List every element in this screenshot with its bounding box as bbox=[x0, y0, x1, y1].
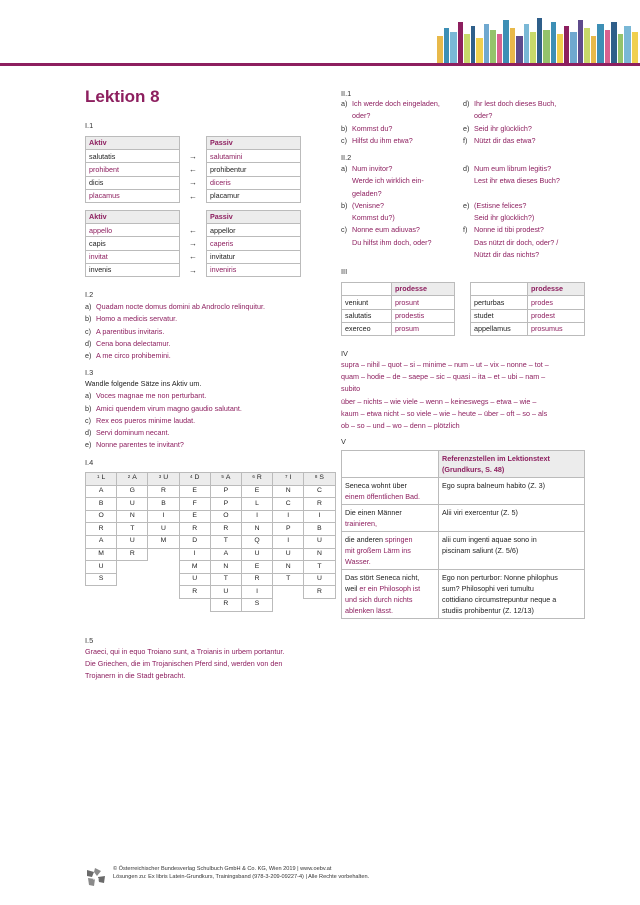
v-german-cell: Seneca wohnt über einem öffentlichen Bad. bbox=[342, 478, 439, 505]
table-cell: prosunt bbox=[392, 296, 455, 309]
table-cell: appellamus bbox=[471, 322, 528, 335]
table-header: Referenzstellen im Lektionstext (Grundkurs, S. 48) bbox=[439, 451, 585, 478]
table-cell: perturbas bbox=[471, 296, 528, 309]
grid-cell: T bbox=[117, 523, 148, 536]
table-cell: studet bbox=[471, 309, 528, 322]
grid-cell: U bbox=[117, 535, 148, 548]
iii-table-2 bbox=[470, 282, 585, 336]
grid-cell bbox=[117, 586, 148, 599]
table-row bbox=[342, 478, 585, 505]
table-cell: diceris bbox=[207, 176, 301, 189]
i1-arrows-2 bbox=[186, 224, 200, 277]
table-header: prodesse bbox=[528, 283, 585, 296]
table-cell: inveniris bbox=[207, 263, 301, 276]
table-cell: appello bbox=[86, 224, 180, 237]
grid-cell bbox=[148, 548, 179, 561]
grid-header-cell: $^2$ A bbox=[117, 473, 148, 486]
table-cell: prosum bbox=[392, 322, 455, 335]
i1-table-passiv-2 bbox=[206, 210, 301, 277]
grid-cell bbox=[273, 598, 304, 611]
table-row bbox=[342, 570, 585, 619]
table-cell: salutamini bbox=[207, 150, 301, 163]
table-cell: invenis bbox=[86, 263, 180, 276]
grid-cell: O bbox=[210, 510, 241, 523]
grid-cell: E bbox=[241, 561, 272, 574]
v-german-cell: die anderen springen mit großem Lärm ins Wasser. bbox=[342, 532, 439, 570]
grid-cell: R bbox=[179, 586, 210, 599]
grid-cell: R bbox=[210, 523, 241, 536]
grid-cell bbox=[179, 598, 210, 611]
grid-cell: R bbox=[241, 573, 272, 586]
grid-header-cell: $^8$ S bbox=[304, 473, 335, 486]
grid-header-cell: $^5$ A bbox=[210, 473, 241, 486]
grid-cell: U bbox=[210, 586, 241, 599]
table-header: Aktiv bbox=[86, 211, 180, 224]
table-header: Aktiv bbox=[86, 137, 180, 150]
iv-latin-line: quam – hodie – de – saepe – sic – quasi – ita – et – ubi – nam – bbox=[341, 372, 546, 382]
table-cell: exerceo bbox=[342, 322, 392, 335]
list-item: c) A parentibus invitaris. bbox=[85, 326, 165, 336]
grid-header-cell: $^3$ U bbox=[148, 473, 179, 486]
grid-cell: R bbox=[304, 498, 335, 511]
section-v-label: V bbox=[341, 437, 346, 446]
grid-cell: P bbox=[210, 485, 241, 498]
v-latin-cell: Ego supra balneum habito (Z. 3) bbox=[439, 478, 585, 505]
table-cell: prosumus bbox=[528, 322, 585, 335]
grid-cell: E bbox=[179, 485, 210, 498]
table-header: Passiv bbox=[207, 211, 301, 224]
grid-cell: N bbox=[273, 485, 304, 498]
grid-cell bbox=[273, 586, 304, 599]
iv-latin-line: subito bbox=[341, 384, 361, 394]
grid-cell: M bbox=[148, 535, 179, 548]
table-row bbox=[342, 532, 585, 570]
grid-cell: G bbox=[117, 485, 148, 498]
table-header: prodesse bbox=[392, 283, 455, 296]
grid-cell: C bbox=[304, 485, 335, 498]
i5-latin-line: Graeci, qui in equo Troiano sunt, a Troianis in urbem portantur. bbox=[85, 647, 285, 656]
grid-cell: P bbox=[273, 523, 304, 536]
svg-text:öbv: öbv bbox=[92, 876, 100, 881]
grid-cell: T bbox=[304, 561, 335, 574]
section-i5-label: I.5 bbox=[85, 636, 94, 645]
grid-cell bbox=[117, 598, 148, 611]
grid-cell: T bbox=[273, 573, 304, 586]
table-cell: salutatis bbox=[86, 150, 180, 163]
grid-cell: A bbox=[86, 485, 117, 498]
v-german-cell: Das stört Seneca nicht, weil er ein Philosoph ist und sich durch nichts ablenken lässt. bbox=[342, 570, 439, 619]
table-header: Passiv bbox=[207, 137, 301, 150]
section-iv-label: IV bbox=[341, 349, 348, 358]
iv-latin-line: supra – nihil – quot – si – minime – num – ut – vix – nonne – tot – bbox=[341, 360, 549, 369]
i5-text bbox=[85, 646, 284, 683]
i3-intro: Wandle folgende Sätze ins Aktiv um. bbox=[85, 379, 202, 388]
grid-cell: B bbox=[86, 498, 117, 511]
section-i2-label: I.2 bbox=[85, 290, 94, 299]
section-i1-label: I.1 bbox=[85, 121, 94, 130]
grid-cell: N bbox=[304, 548, 335, 561]
arrow-icon: → bbox=[189, 239, 197, 249]
i4-letter-grid bbox=[85, 472, 336, 612]
books-decoration bbox=[433, 14, 640, 64]
footer-line: © Österreichischer Bundesverlag Schulbuch GmbH & Co. KG, Wien 2019 | www.oebv.at bbox=[113, 866, 332, 872]
table-cell: prodes bbox=[528, 296, 585, 309]
grid-cell: I bbox=[273, 535, 304, 548]
grid-cell: P bbox=[210, 498, 241, 511]
table-cell: prodest bbox=[528, 309, 585, 322]
grid-cell: U bbox=[148, 523, 179, 536]
v-latin-cell: Alii viri exercentur (Z. 5) bbox=[439, 505, 585, 532]
section-ii1-label: II.1 bbox=[341, 89, 352, 98]
grid-cell bbox=[86, 586, 117, 599]
grid-cell: I bbox=[273, 510, 304, 523]
grid-cell: I bbox=[304, 510, 335, 523]
list-item: c) Rex eos pueros minime laudat. bbox=[85, 415, 196, 425]
i1-table-aktiv-1 bbox=[85, 136, 180, 203]
grid-cell: U bbox=[179, 573, 210, 586]
table-cell: invitat bbox=[86, 250, 180, 263]
footer bbox=[113, 865, 369, 881]
grid-cell: S bbox=[86, 573, 117, 586]
grid-cell: T bbox=[210, 535, 241, 548]
list-item: e) A me circo prohibemini. bbox=[85, 351, 171, 361]
table-cell: prohibentur bbox=[207, 163, 301, 176]
ii1-left: a) Ich werde doch eingeladen, oder? b) Kommst du? c) Hilfst du ihm etwa? bbox=[341, 99, 440, 145]
grid-cell: R bbox=[304, 586, 335, 599]
iv-text bbox=[341, 359, 549, 432]
grid-cell: O bbox=[86, 510, 117, 523]
i5-german-line: Die Griechen, die im Trojanischen Pferd sind, werden von den bbox=[85, 659, 283, 669]
arrow-icon: → bbox=[189, 152, 197, 161]
grid-cell: U bbox=[241, 548, 272, 561]
i2-list bbox=[85, 301, 265, 362]
section-i4-label: I.4 bbox=[85, 458, 94, 467]
list-item: b) Amici quendem virum magno gaudio salutant. bbox=[85, 403, 242, 413]
i1-arrows-1 bbox=[186, 150, 200, 203]
grid-cell bbox=[86, 598, 117, 611]
table-cell: dicis bbox=[86, 176, 180, 189]
grid-cell: R bbox=[117, 548, 148, 561]
grid-header-cell: $^4$ D bbox=[179, 473, 210, 486]
grid-cell: R bbox=[86, 523, 117, 536]
arrow-icon: ← bbox=[189, 165, 197, 175]
grid-cell: B bbox=[304, 523, 335, 536]
v-latin-cell: Ego non perturbor: Nonne philophus sum? Philosophi veri tumultu cottidiano circumstrepuntur neque a studiis prohibentur (Z. 12/13) bbox=[439, 570, 585, 619]
i5-german-line: Trojanern in die Stadt gebracht. bbox=[85, 671, 186, 681]
table-cell: caperis bbox=[207, 237, 301, 250]
ii2-right: d) Num eum librum legitis? Lest ihr etwa dieses Buch? e) (Estisne felices? Seid ihr glücklich?) f) Nonne id tibi prodest? Das nützt dir doch, oder? / Nützt dir das nichts? bbox=[463, 164, 560, 260]
grid-cell: R bbox=[210, 598, 241, 611]
grid-cell: C bbox=[273, 498, 304, 511]
i3-list bbox=[85, 378, 242, 452]
grid-cell: T bbox=[210, 573, 241, 586]
grid-cell bbox=[117, 561, 148, 574]
table-cell: capis bbox=[86, 237, 180, 250]
grid-cell: U bbox=[273, 548, 304, 561]
grid-cell bbox=[304, 598, 335, 611]
iv-german-line: über – nichts – wie viele – wenn – keineswegs – etwa – wie – bbox=[341, 396, 537, 406]
grid-cell: N bbox=[210, 561, 241, 574]
grid-cell: A bbox=[86, 535, 117, 548]
list-item: a) Voces magnae me non perturbant. bbox=[85, 391, 207, 401]
grid-cell: N bbox=[241, 523, 272, 536]
grid-header-cell: $^1$ L bbox=[86, 473, 117, 486]
grid-cell: I bbox=[179, 548, 210, 561]
arrow-icon: ← bbox=[189, 191, 197, 201]
iv-german-line: ob – so – und – wo – denn – plötzlich bbox=[341, 421, 460, 431]
grid-cell: F bbox=[179, 498, 210, 511]
grid-cell: I bbox=[241, 586, 272, 599]
table-cell: veniunt bbox=[342, 296, 392, 309]
grid-header-cell: $^6$ R bbox=[241, 473, 272, 486]
iv-german-line: kaum – etwa nicht – so viele – wie – heute – über – oft – so – als bbox=[341, 408, 548, 418]
grid-cell: M bbox=[86, 548, 117, 561]
table-cell: appellor bbox=[207, 224, 301, 237]
grid-cell: L bbox=[241, 498, 272, 511]
table-cell: salutatis bbox=[342, 309, 392, 322]
v-table bbox=[341, 450, 585, 619]
oebv-logo-icon bbox=[85, 866, 107, 888]
table-cell: invitatur bbox=[207, 250, 301, 263]
grid-cell bbox=[148, 598, 179, 611]
grid-cell bbox=[148, 586, 179, 599]
grid-cell: Q bbox=[241, 535, 272, 548]
grid-cell: A bbox=[210, 548, 241, 561]
section-i3-label: I.3 bbox=[85, 368, 94, 377]
arrow-icon: → bbox=[189, 265, 197, 275]
grid-cell: D bbox=[179, 535, 210, 548]
table-row bbox=[342, 505, 585, 532]
grid-cell: R bbox=[148, 485, 179, 498]
grid-cell bbox=[148, 561, 179, 574]
grid-cell: U bbox=[304, 573, 335, 586]
grid-header-cell: $^7$ I bbox=[273, 473, 304, 486]
table-cell: placamur bbox=[207, 189, 301, 202]
grid-cell: E bbox=[241, 485, 272, 498]
list-item: b) Homo a medicis servatur. bbox=[85, 314, 178, 324]
grid-cell: B bbox=[148, 498, 179, 511]
list-item: d) Cena bona delectamur. bbox=[85, 338, 171, 348]
arrow-icon: ← bbox=[189, 226, 197, 235]
grid-cell: N bbox=[117, 510, 148, 523]
grid-cell: M bbox=[179, 561, 210, 574]
grid-cell: S bbox=[241, 598, 272, 611]
grid-cell: U bbox=[117, 498, 148, 511]
grid-cell: E bbox=[179, 510, 210, 523]
arrow-icon: ← bbox=[189, 252, 197, 262]
grid-cell: N bbox=[273, 561, 304, 574]
i1-table-aktiv-2 bbox=[85, 210, 180, 277]
ii1-right: d) Ihr lest doch dieses Buch, oder? e) Seid ihr glücklich? f) Nützt dir das etwa? bbox=[463, 99, 557, 145]
list-item: a) Quadam nocte domus domini ab Androclo relinquitur. bbox=[85, 302, 266, 311]
grid-cell: R bbox=[179, 523, 210, 536]
v-german-cell: Die einen Männer trainieren, bbox=[342, 505, 439, 532]
iii-table-1 bbox=[341, 282, 455, 336]
table-cell: prodestis bbox=[392, 309, 455, 322]
grid-cell: U bbox=[86, 561, 117, 574]
grid-cell: U bbox=[304, 535, 335, 548]
page-title: Lektion 8 bbox=[85, 87, 160, 106]
section-ii2-label: II.2 bbox=[341, 153, 352, 162]
grid-cell bbox=[117, 573, 148, 586]
table-cell: prohibent bbox=[86, 163, 180, 176]
table-cell: placamus bbox=[86, 189, 180, 202]
list-item: d) Servi dominum necant. bbox=[85, 428, 170, 438]
section-iii-label: III bbox=[341, 267, 348, 276]
grid-cell: I bbox=[241, 510, 272, 523]
ii2-left: a) Num invitor? Werde ich wirklich ein- geladen? b) (Venisne? Kommst du?) c) Nonne eum adiuvas? Du hilfst ihm doch, oder? bbox=[341, 164, 432, 247]
arrow-icon: → bbox=[189, 178, 197, 188]
header-rule bbox=[0, 63, 640, 66]
list-item: e) Nonne parentes te invitant? bbox=[85, 440, 184, 450]
v-latin-cell: alii cum ingenti aquae sono in piscinam saliunt (Z. 5/6) bbox=[439, 532, 585, 570]
grid-cell bbox=[148, 573, 179, 586]
footer-line: Lösungen zu: Ex libris Latein-Grundkurs, Trainingsband (978-3-209-09227-4) | Alle Rechte vorbehalten. bbox=[113, 874, 370, 880]
grid-cell: I bbox=[148, 510, 179, 523]
i1-table-passiv-1 bbox=[206, 136, 301, 203]
